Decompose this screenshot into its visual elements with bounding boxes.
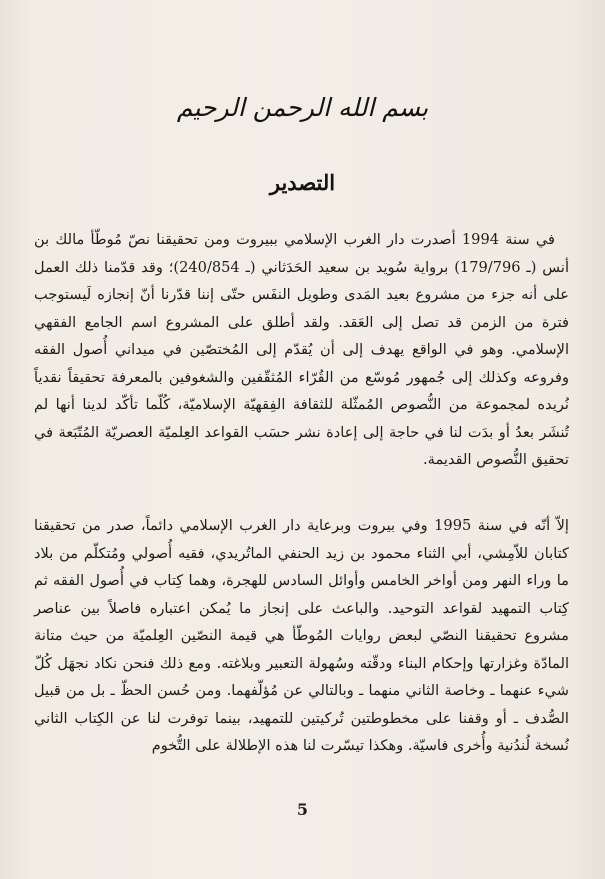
chapter-title: التصدير xyxy=(269,170,336,195)
basmala-heading: بسم الله الرحمن الرحيم xyxy=(176,93,429,122)
body-text-block-2 xyxy=(34,512,569,760)
paragraph-2: إلاّ أنّه في سنة 1995 وفي بيروت وبرعاية دار الغرب الإسلامي دائماً، صدر من تحقيقنا كتابان للاّمِشي، أبي الثناء محمود بن زيد الحنفي الماتُريدي، فقيه أُصولي ومُتكلّم من بلاد ما وراء النهر ومن أواخر الخامس وأوائل السادس للهجرة، وهما كِتاب في أُصول الفقه ثم كِتاب التمهيد لقواعد التوحيد. والباعث على إنجاز ما يُمكن اعتباره فاصلاً بين عناصر مشروع تحقيقنا النصّي لبعض روايات المُوطّأ هي قيمة النصّين العِلميّة من حيث متانة المادّة وغزارتها وإحكام البناء ودقّته وسُهولة التعبير وبلاغته. ومع ذلك فنحن نكاد نجهَل كُلّ شيء عنهما ـ وخاصة الثاني منهما ـ وبالتالي عن مُؤلّفهما. ومن حُسن الحظّ ـ بل من قبيل الصُّدف ـ أو وقفنا على مخطوطتين تُركيتين للتمهيد، بينما توفرت لنا عن الكِتاب الثاني نُسخة لُندُنية وأُخرى فاسيّة. وهكذا تيسّرت لنا هذه الإطلالة على التُّخوم xyxy=(34,517,569,755)
page-number: 5 xyxy=(296,800,309,819)
paragraph-1: في سنة 1994 أصدرت دار الغرب الإسلامي ببيروت ومن تحقيقنا نصّ مُوطّأ مالك بن أنس (ـ 179/796) برواية سُويد بن سعيد الحَدَثاني (ـ 240/854)؛ وقد قدّمنا ذلك العمل على أنه جزء من مشروع بعيد المَدى وطويل النفَس حتّى إننا قدّرنا أنّ إنجازه لَيستوجب فترة من الزمن قد تصل إلى العَقد. ولقد أطلق على المشروع اسم الجامع الفقهي الإسلامي. وهو في الواقع يهدف إلى أن يُقدّم إلى المُختصّين في ميداني أُصول الفقه وفروعه وكذلك إلى جُمهور مُوسّع من القُرّاء المُثقّفين والشغوفين بالمعرفة تحقيقاً نقدياً نُريده لمجموعة من النُّصوص المُمثّلة للثقافة الفِقهيّة الإسلاميّة، كُلّما تأكّد لدينا أنها لم تُنشَر بعدُ أو بدَت لنا في حاجة إلى إعادة نشر حسَب القواعد العِلميّة العصريّة المُتّبَعة في تحقيق النُّصوص القديمة. xyxy=(34,231,569,469)
body-text-block-1 xyxy=(34,226,569,474)
